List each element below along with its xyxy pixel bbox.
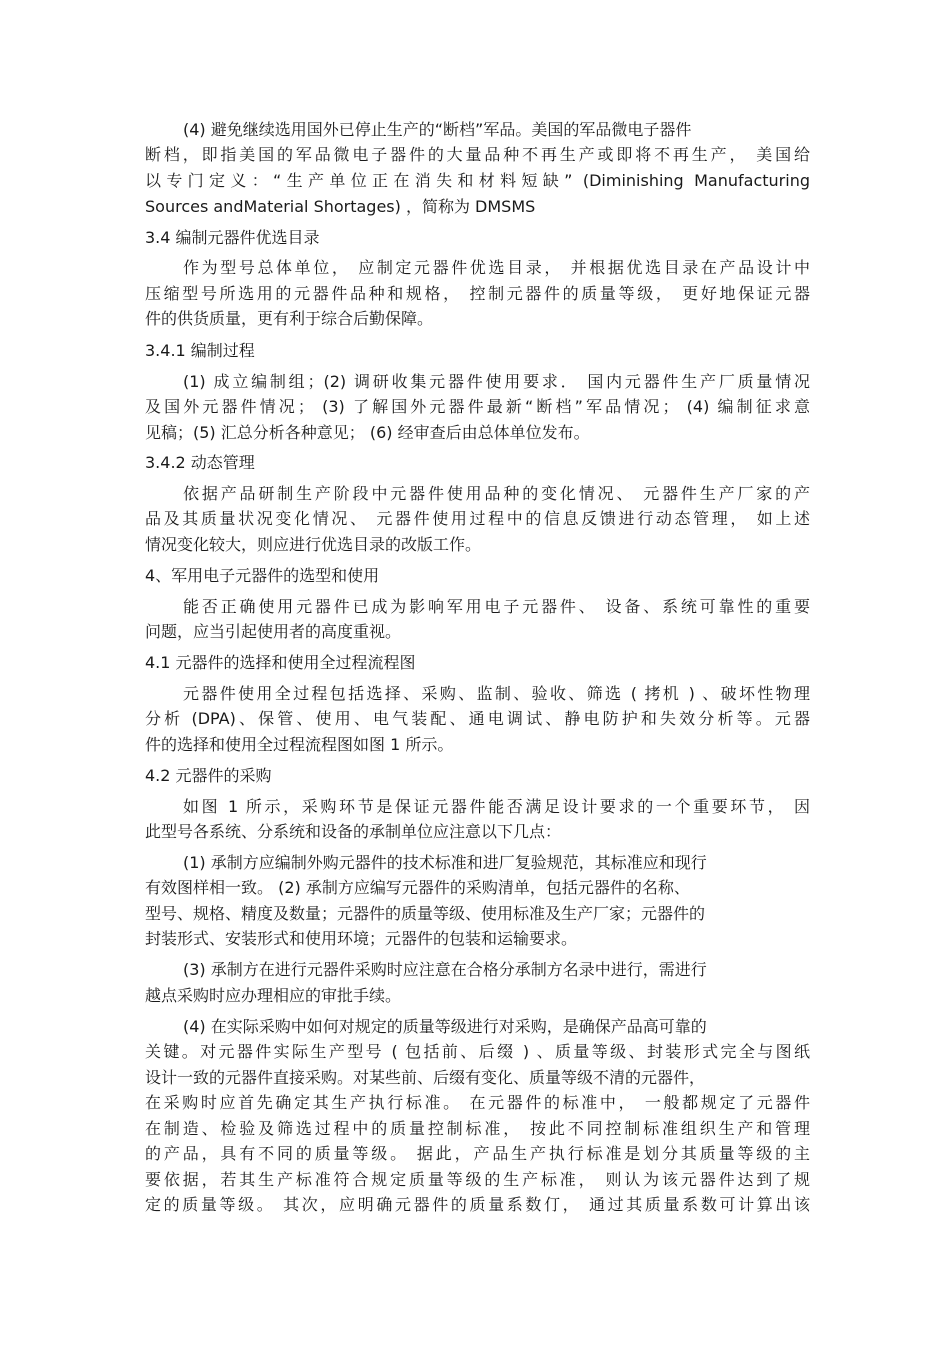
- text-line: Sources andMaterial Shortages) ，简称为 DMSMS: [145, 197, 536, 216]
- text-line: 及国外元器件情况； (3) 了解国外元器件最新“断档”军品情况； (4) 编制征求意: [145, 397, 810, 416]
- text-line: 压缩型号所选用的元器件品种和规格， 控制元器件的质量等级， 更好地保证元器: [145, 284, 810, 303]
- section-heading: 4.2 元器件的采购: [145, 766, 272, 785]
- text-line: 能否正确使用元器件已成为影响军用电子元器件、 设备、系统可靠性的重要: [183, 597, 810, 616]
- text-line: 作为型号总体单位， 应制定元器件优选目录， 并根据优选目录在产品设计中: [183, 258, 810, 277]
- text-line: 关键。对元器件实际生产型号 ( 包括前、后缀 ) 、质量等级、封装形式完全与图纸: [145, 1042, 810, 1061]
- text-line: 的产品，具有不同的质量等级。 据此，产品生产执行标准是划分其质量等级的主: [145, 1144, 810, 1163]
- text-line: 分析 (DPA)、保管、使用、电气装配、通电调试、静电防护和失效分析等。元器: [145, 709, 810, 728]
- text-line: (1) 成立编制组；(2) 调研收集元器件使用要求． 国内元器件生产厂质量情况: [183, 372, 810, 391]
- text-line: 设计一致的元器件直接采购。对某些前、后缀有变化、质量等级不清的元器件，: [145, 1068, 706, 1087]
- text-line: (4) 避免继续选用国外已停止生产的“断档”军品。美国的军品微电子器件: [183, 120, 692, 139]
- text-line: 定的质量等级。 其次，应明确元器件的质量系数仃， 通过其质量系数可计算出该: [145, 1195, 810, 1214]
- text-line: 在采购时应首先确定其生产执行标准。 在元器件的标准中， 一般都规定了元器件: [145, 1093, 810, 1112]
- text-line: (1) 承制方应编制外购元器件的技术标准和进厂复验规范，其标准应和现行: [183, 853, 707, 872]
- text-line: 品及其质量状况变化情况、 元器件使用过程中的信息反馈进行动态管理， 如上述: [145, 509, 810, 528]
- text-line: 问题，应当引起使用者的高度重视。: [145, 622, 402, 641]
- text-line: 如图 1 所示，采购环节是保证元器件能否满足设计要求的一个重要环节， 因: [183, 797, 810, 816]
- section-heading: 3.4.1 编制过程: [145, 341, 255, 360]
- text-line: 以专门定义：“生产单位正在消失和材料短缺” (Diminishing Manufacturing: [145, 171, 810, 190]
- text-line: (3) 承制方在进行元器件采购时应注意在合格分承制方名录中进行，需进行: [183, 960, 707, 979]
- section-heading: 3.4.2 动态管理: [145, 453, 255, 472]
- text-line: 依据产品研制生产阶段中元器件使用品种的变化情况、 元器件生产厂家的产: [183, 484, 810, 503]
- text-line: 越点采购时应办理相应的审批手续。: [145, 986, 402, 1005]
- text-line: (4) 在实际采购中如何对规定的质量等级进行对采购，是确保产品高可靠的: [183, 1017, 707, 1036]
- section-heading: 4、军用电子元器件的选型和使用: [145, 566, 380, 585]
- text-line: 元器件使用全过程包括选择、采购、监制、验收、筛选 ( 拷机 ) 、破坏性物理: [183, 684, 810, 703]
- section-heading: 3.4 编制元器件优选目录: [145, 228, 320, 247]
- text-line: 件的选择和使用全过程流程图如图 1 所示。: [145, 735, 454, 754]
- text-line: 有效图样相一致。 (2) 承制方应编写元器件的采购清单，包括元器件的名称、: [145, 878, 690, 897]
- text-line: 型号、规格、精度及数量；元器件的质量等级、使用标准及生产厂家；元器件的: [145, 904, 706, 923]
- text-line: 要依据，若其生产标准符合规定质量等级的生产标准， 则认为该元器件达到了规: [145, 1170, 810, 1189]
- text-line: 断档，即指美国的军品微电子器件的大量品种不再生产或即将不再生产， 美国给: [145, 145, 810, 164]
- text-line: 在制造、检验及筛选过程中的质量控制标准， 按此不同控制标准组织生产和管理: [145, 1119, 810, 1138]
- text-line: 件的供货质量，更有利于综合后勤保障。: [145, 309, 434, 328]
- section-heading: 4.1 元器件的选择和使用全过程流程图: [145, 653, 416, 672]
- text-line: 见稿；(5) 汇总分析各种意见； (6) 经审查后由总体单位发布。: [145, 423, 590, 442]
- text-line: 情况变化较大，则应进行优选目录的改版工作。: [145, 535, 482, 554]
- text-line: 此型号各系统、分系统和设备的承制单位应注意以下几点：: [145, 822, 562, 841]
- text-line: 封装形式、安装形式和使用环境；元器件的包装和运输要求。: [145, 929, 578, 948]
